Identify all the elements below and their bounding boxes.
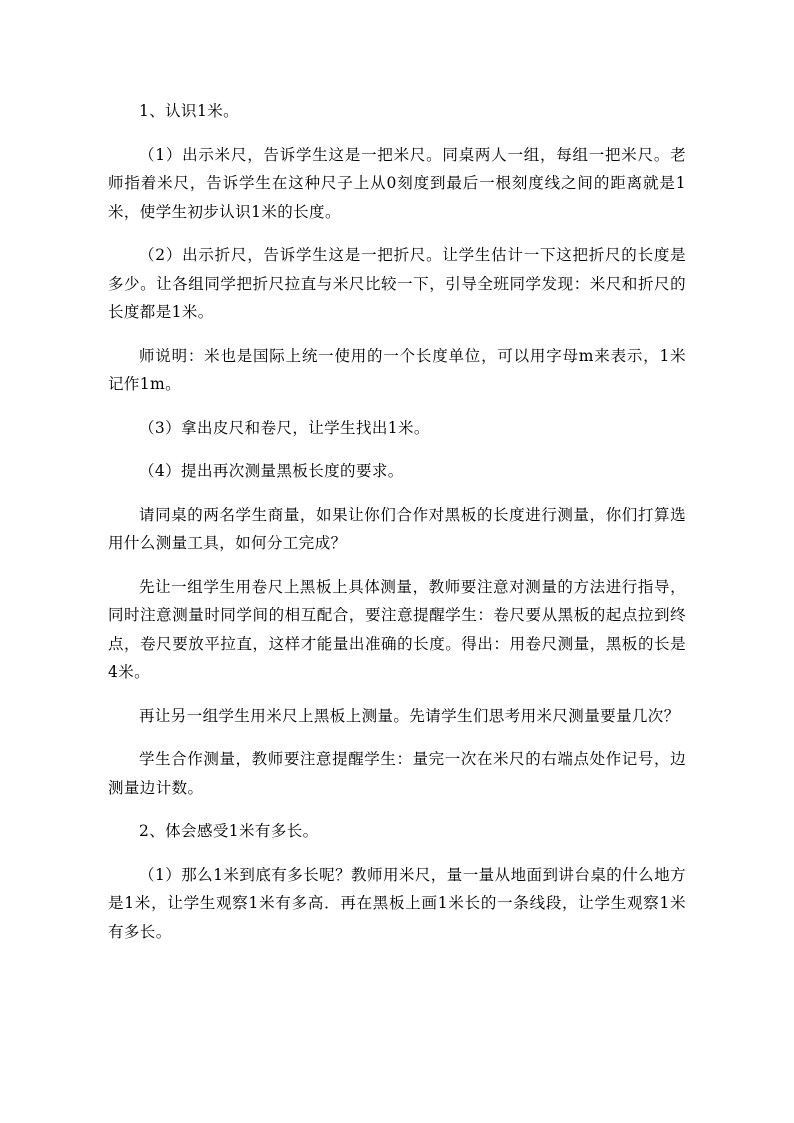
paragraph: 再让另一组学生用米尺上黑板上测量。先请学生们思考用米尺测量要量几次？ [139, 706, 680, 725]
paragraph: 先让一组学生用卷尺上黑板上具体测量，教师要注意对测量的方法进行指导，同时注意测量时同学间的相互配合，要注意提醒学生：卷尺要从黑板的起点拉到终点，卷尺要放平拉直，这样才能量出准确的长度。得出：用卷尺测量，黑板的长是4米。 [108, 577, 686, 681]
paragraph: 学生合作测量，教师要注意提醒学生：量完一次在米尺的右端点处作记号，边测量边计数。 [108, 750, 686, 797]
section-heading-2: 2、体会感受1米有多长。 [139, 822, 319, 840]
paragraph: 请同桌的两名学生商量，如果让你们合作对黑板的长度进行测量，你们打算选用什么测量工具，如何分工完成？ [108, 505, 686, 552]
document-body [108, 97, 686, 946]
paragraph: （3）拿出皮尺和卷尺，让学生找出1米。 [139, 418, 430, 437]
paragraph: （1）那么1米到底有多长呢？教师用米尺，量一量从地面到讲台桌的什么地方是1米，让学生观察1米有多高．再在黑板上画1米长的一条线段，让学生观察1米有多长。 [108, 865, 686, 941]
paragraph: （2）出示折尺，告诉学生这是一把折尺。让学生估计一下这把折尺的长度是多少。让各组同学把折尺拉直与米尺比较一下，引导全班同学发现：米尺和折尺的长度都是1米。 [108, 246, 686, 321]
paragraph: （4）提出再次测量黑板长度的要求。 [139, 462, 404, 480]
paragraph: 师说明：米也是国际上统一使用的一个长度单位，可以用字母m来表示，1米记作1m。 [108, 346, 686, 393]
paragraph: （1）出示米尺，告诉学生这是一把米尺。同桌两人一组，每组一把米尺。老师指着米尺，告诉学生在这种尺子上从0刻度到最后一根刻度线之间的距离就是1米，使学生初步认识1米的长度。 [108, 145, 686, 221]
section-heading-1: 1、认识1米。 [139, 102, 240, 120]
